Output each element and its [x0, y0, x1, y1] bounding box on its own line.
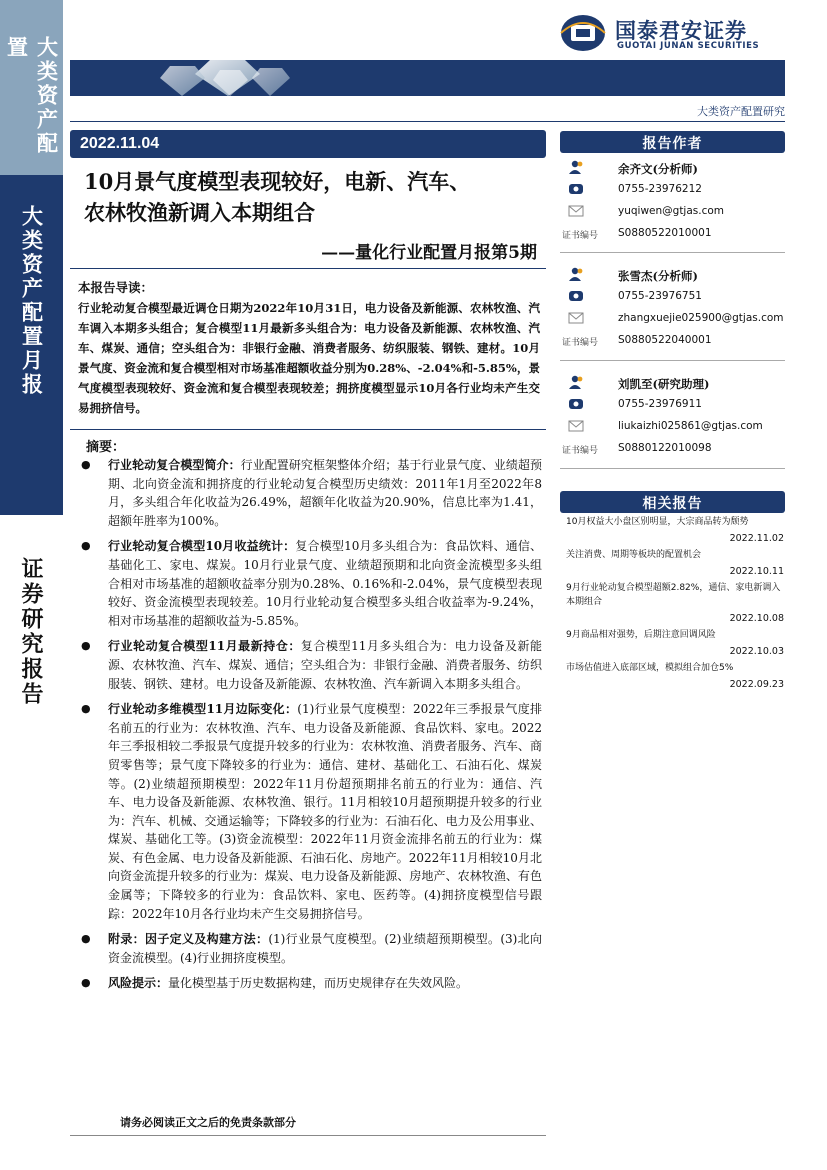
summary-bullet	[78, 537, 542, 630]
author-divider	[560, 252, 785, 253]
phone-icon	[568, 182, 584, 196]
summary-bullet	[78, 456, 542, 530]
author-card	[560, 265, 785, 353]
related-report-title[interactable]: 关注消费、周期等板块的配置机会	[566, 550, 702, 560]
phone-icon	[568, 289, 584, 303]
author-phone: 0755-23976911	[618, 398, 702, 410]
author-phone: 0755-23976212	[618, 183, 702, 195]
title-line-1: 10月景气度模型表现较好，电新、汽车、	[84, 169, 471, 194]
related-reports-list	[566, 515, 784, 694]
bullet-text: 复合模型11月多头组合为：电力设备及新能源、农林牧渔、汽车、煤炭、通信；空头组合为：非银行金融、消费者服务、纺织服装、钢铁、建材。电力设备及新能源、农林牧渔、汽车新调入本期多头组合。	[108, 639, 542, 691]
person-icon	[568, 375, 584, 389]
title-line-2: 农林牧渔新调入本期组合	[84, 200, 315, 225]
author-phone: 0755-23976751	[618, 290, 702, 302]
author-divider	[560, 468, 785, 469]
bullet-heading: 行业轮动复合模型10月收益统计：	[108, 539, 296, 554]
related-report-date: 2022.10.03	[729, 646, 784, 657]
sidebar-series-block	[0, 175, 63, 515]
bullet-text: 量化模型基于历史数据构建，而历史规律存在失效风险。	[168, 976, 469, 991]
report-title	[84, 166, 546, 228]
related-heading: 相关报告	[560, 491, 785, 513]
guide-divider	[70, 429, 546, 430]
author-name: 余齐文(分析师)	[618, 162, 698, 176]
bullet-text: 行业配置研究框架整体介绍；基于行业景气度、业绩超预期、北向资金流和拥挤度的行业轮动复合模型历史绩效：2011年1月至2022年8月，多头组合年化收益为26.49%，超额年化收益为20.90%，信息比率为1.41，超额年胜率为100%。	[108, 458, 542, 528]
sidebar-category-block	[0, 0, 63, 175]
cert-label: 证书编号	[562, 338, 599, 348]
summary-heading: 摘要：	[86, 440, 126, 455]
author-name: 张雪杰(分析师)	[618, 269, 698, 283]
title-divider	[70, 268, 546, 269]
author-cert: S0880522010001	[618, 227, 712, 239]
summary-bullets	[78, 456, 542, 1000]
author-cert: S0880522040001	[618, 334, 712, 346]
related-report-item[interactable]	[566, 581, 784, 624]
related-report-title[interactable]: 市场估值进入底部区域，模拟组合加仓5%	[566, 663, 734, 673]
summary-bullet	[78, 637, 542, 693]
related-report-title[interactable]: 10月权益大小盘区别明显，大宗商品转为颓势	[566, 517, 749, 527]
phone-icon	[568, 397, 584, 411]
bullet-icon: ●	[81, 458, 91, 471]
bullet-icon: ●	[81, 976, 91, 990]
sidebar-type-block	[0, 515, 63, 1170]
report-date: 2022.11.04	[70, 130, 546, 158]
author-card	[560, 373, 785, 461]
author-card	[560, 158, 785, 246]
cert-label: 证书编号	[562, 231, 599, 241]
bullet-text: (1)行业景气度模型。(2)业绩超预期模型。(3)北向资金流模型。(4)行业拥挤度模型。	[108, 932, 542, 965]
cert-label: 证书编号	[562, 446, 599, 456]
person-icon	[568, 160, 584, 174]
bullet-icon: ●	[81, 539, 91, 553]
company-logo	[559, 13, 789, 53]
bullet-heading: 行业轮动复合模型11月最新持仓：	[108, 639, 301, 654]
guide-heading: 本报告导读：	[78, 280, 154, 295]
bullet-icon: ●	[81, 702, 91, 716]
email-icon	[568, 419, 584, 433]
left-sidebar	[0, 0, 63, 1170]
report-subtitle: ——量化行业配置月报第5期	[321, 243, 537, 263]
related-report-date: 2022.11.02	[729, 533, 784, 544]
header-banner	[70, 60, 785, 96]
disclaimer-note: 请务必阅读正文之后的免责条款部分	[120, 1116, 296, 1129]
logo-text-en: GUOTAI JUNAN SECURITIES	[617, 41, 760, 51]
author-email[interactable]: yuqiwen@gtjas.com	[618, 205, 725, 217]
summary-bullet	[78, 930, 542, 967]
bullet-icon: ●	[81, 932, 91, 946]
logo-text-cn: 国泰君安证券	[615, 19, 747, 43]
related-report-title[interactable]: 9月行业轮动复合模型超额2.82%，通信、家电新调入本期组合	[566, 583, 781, 607]
author-cert: S0880122010098	[618, 442, 712, 454]
sidebar-category: 大类资产配置	[4, 36, 60, 156]
bullet-icon: ●	[81, 639, 91, 653]
email-icon	[568, 311, 584, 325]
related-report-item[interactable]	[566, 661, 784, 690]
bullet-heading: 风险提示：	[108, 976, 169, 991]
bullet-heading: 行业轮动多维模型11月边际变化：	[108, 702, 298, 717]
related-report-item[interactable]	[566, 515, 784, 544]
footer-divider	[70, 1135, 546, 1136]
logo-emblem-icon	[559, 13, 607, 53]
summary-bullet	[78, 700, 542, 923]
author-divider	[560, 360, 785, 361]
header-divider	[70, 121, 785, 122]
related-report-date: 2022.10.11	[729, 566, 784, 577]
author-name: 刘凯至(研究助理)	[618, 377, 710, 391]
related-report-date: 2022.10.08	[729, 613, 784, 624]
person-icon	[568, 267, 584, 281]
related-report-item[interactable]	[566, 628, 784, 657]
sidebar-report-type: 证券研究报告	[18, 557, 44, 707]
email-icon	[568, 204, 584, 218]
bullet-text: (1)行业景气度模型：2022年三季报景气度排名前五的行业为：农林牧渔、汽车、电力设备及新能源、食品饮料、家电。2022年三季报相较二季报景气度提升较多的行业为：农林牧渔、消费者服务、汽车、商贸零售等；景气度下降较多的行业为：通信、建材、基础化工、石油石化、煤炭等。(2)业绩超预期模型：2022年11月份超预期排名前五的行业为：通信、汽车、电力设备及新能源、农林牧渔、银行。11月相较10月超预期提升较多的行业为：汽车、机械、交通运输等；下降较多的行业为：石油石化、电力及公用事业、煤炭、基础化工等。(3)资金流模型：2022年11月资金流排名前五的行业为：煤炭、有色金属、电力设备及新能源、石油石化、房地产。2022年11月相较10月北向资金流提升较多的行业为：煤炭、电力设备及新能源、房地产、农林牧渔、有色金属等；下降较多的行业为：食品饮料、家电、医药等。(4)拥挤度模型信号跟踪：2022年10月各行业均未产生交易拥挤信号。	[108, 702, 542, 921]
summary-bullet	[78, 974, 542, 993]
bullet-heading: 附录：因子定义及构建方法：	[108, 932, 269, 947]
authors-heading: 报告作者	[560, 131, 785, 153]
related-report-date: 2022.09.23	[729, 679, 784, 690]
bullet-text: 复合模型10月多头组合为：食品饮料、通信、基础化工、家电、煤炭。10月行业景气度、业绩超预期和北向资金流模型多头组合相对市场基准的超额收益率分别为0.28%、0.16%和-2.04%，景气度模型表现较好、资金流模型表现较差。10月行业轮动复合模型多头组合收益率为-9.24%，相对市场基准的超额收益为-5.85%。	[108, 539, 542, 628]
guide-text: 行业轮动复合模型最近调仓日期为2022年10月31日，电力设备及新能源、农林牧渔、汽车调入本期多头组合；复合模型11月最新多头组合为：电力设备及新能源、农林牧渔、汽车、煤炭、通信；空头组合为：非银行金融、消费者服务、纺织服装、钢铁、建材。10月景气度、资金流和复合模型相对市场基准超额收益分别为0.28%、-2.04%和-5.85%，景气度模型表现较好、资金流和复合模型表现较差；拥挤度模型显示10月各行业均未产生交易拥挤信号。	[78, 301, 540, 415]
diamond-banner-graphic	[70, 60, 785, 96]
research-section-label: 大类资产配置研究	[697, 105, 785, 118]
related-report-item[interactable]	[566, 548, 784, 577]
sidebar-series: 大类资产配置月报	[19, 205, 45, 397]
bullet-heading: 行业轮动复合模型简介：	[108, 458, 241, 472]
author-email[interactable]: zhangxuejie025900@gtjas.com	[618, 312, 784, 324]
related-report-title[interactable]: 9月商品相对强势，后期注意回调风险	[566, 630, 716, 640]
author-email[interactable]: liukaizhi025861@gtjas.com	[618, 420, 763, 432]
